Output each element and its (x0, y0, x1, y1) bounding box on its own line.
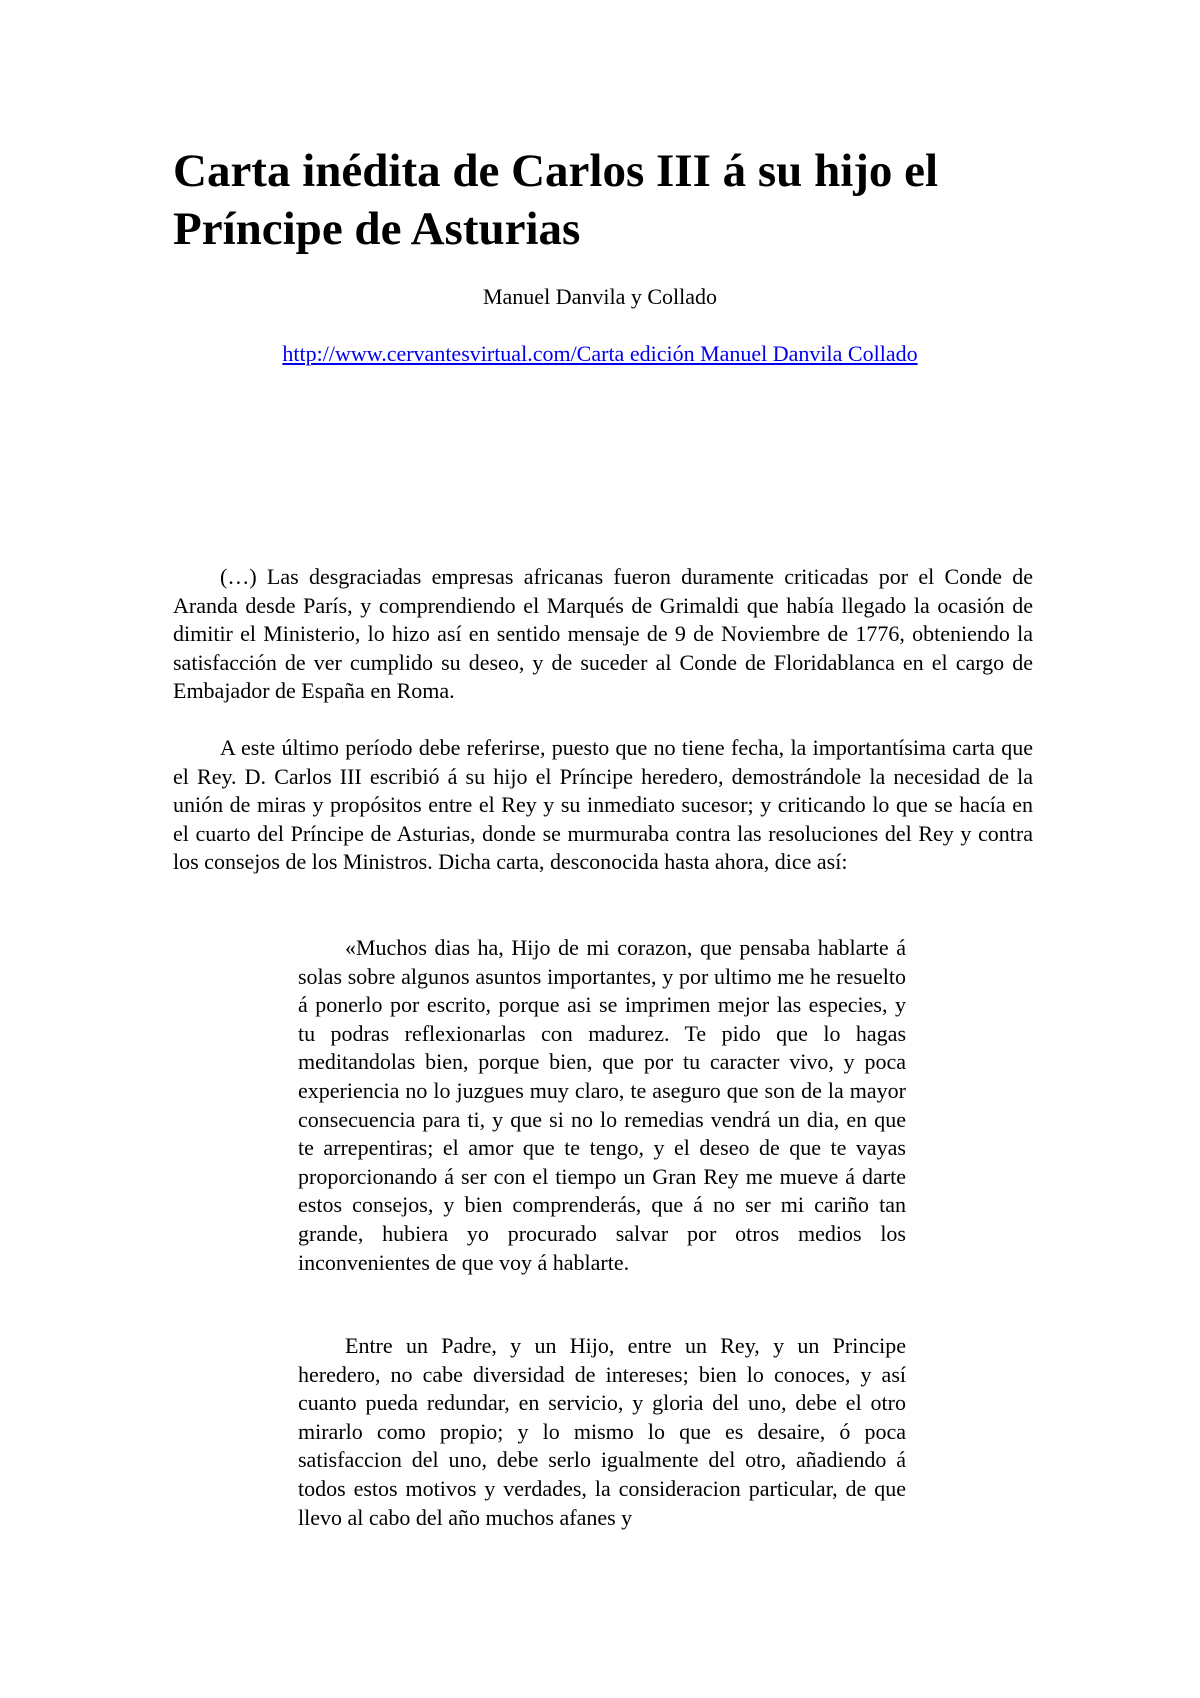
author-name: Manuel Danvila y Collado (482, 284, 717, 309)
source-link-container (0, 339, 1200, 369)
letter-paragraph-2: Entre un Padre, y un Hijo, entre un Rey, y un Principe heredero, no cabe diversidad de intereses; bien lo conoces, y así cuanto pueda redundar, en servicio, y gloria del uno, debe el otro mirarlo como propio; y lo mismo lo que es desaire, ó poca satisfaccion del uno, debe serlo igualmente del otro, añadiendo á todos estos motivos y verdades, la consideracion particular, de que llevo al cabo del año muchos afanes y (298, 1333, 906, 1530)
source-link[interactable]: http://www.cervantesvirtual.com/Carta edición Manuel Danvila Collado (282, 341, 918, 366)
body-paragraph-1: (…) Las desgraciadas empresas africanas fueron duramente criticadas por el Conde de Aranda desde París, y comprendiendo el Marqués de Grimaldi que había llegado la ocasión de dimitir el Ministerio, lo hizo así en sentido mensaje de 9 de Noviembre de 1776, obteniendo la satisfacción de ver cumplido su deseo, y de suceder al Conde de Floridablanca en el cargo de Embajador de España en Roma. (173, 564, 1033, 704)
document-title: Carta inédita de Carlos III á su hijo el Príncipe de Asturias (173, 145, 939, 255)
letter-paragraph-1: «Muchos dias ha, Hijo de mi corazon, que pensaba hablarte á solas sobre algunos asuntos importantes, y por ultimo me he resuelto á ponerlo por escrito, porque asi se imprimen mejor las especies, y tu podras reflexionarlas con madurez. Te pido que lo hagas meditandolas bien, porque bien, que por tu caracter vivo, y poca experiencia no lo juzgues muy claro, te aseguro que son de la mayor consecuencia para ti, y que si no lo remedias vendrá un dia, en que te arrepentiras; el amor que te tengo, y el deseo de que te vayas proporcionando á ser con el tiempo un Gran Rey me mueve á darte estos consejos, y bien comprenderás, que á no ser mi cariño tan grande, hubiera yo procurado salvar por otros medios los inconvenientes de que voy á hablarte. (298, 935, 906, 1275)
body-paragraph-2: A este último período debe referirse, puesto que no tiene fecha, la importantísima carta que el Rey. D. Carlos III escribió á su hijo el Príncipe heredero, demostrándole la necesidad de la unión de miras y propósitos entre el Rey y su inmediato sucesor; y criticando lo que se hacía en el cuarto del Príncipe de Asturias, donde se murmuraba contra las resoluciones del Rey y contra los consejos de los Ministros. Dicha carta, desconocida hasta ahora, dice así: (173, 735, 1033, 875)
